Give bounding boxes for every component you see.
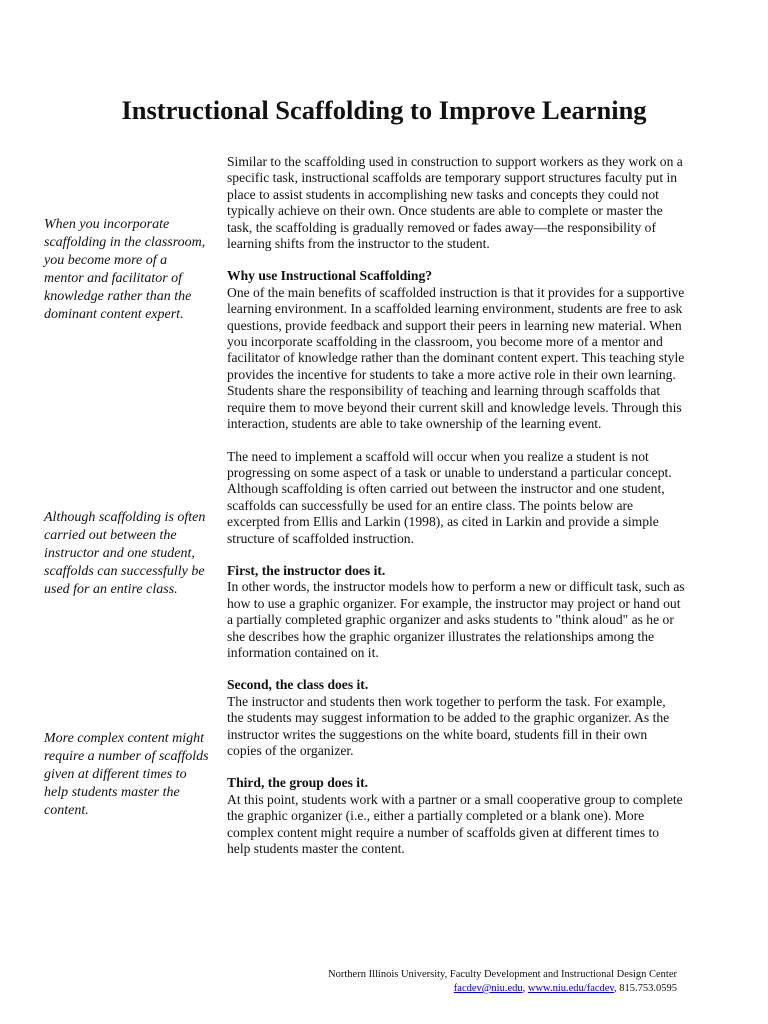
email-link[interactable]: facdev@niu.edu (453, 983, 523, 994)
website-link[interactable]: www.niu.edu/facdev (527, 983, 614, 994)
footer-phone: , 815.753.0595 (614, 983, 677, 994)
footer-contact (328, 982, 677, 996)
sidebar-quote: Although scaffolding is often carried out between the instructor and one student, scaffolds can successfully be used for an entire class. (44, 510, 206, 597)
page-footer (328, 968, 677, 996)
sidebar-quote: More complex content might require a number of scaffolds given at different times to help students master the content. (44, 731, 209, 818)
section-heading-third: Third, the group does it. (227, 775, 368, 791)
sidebar-quote: When you incorporate scaffolding in the classroom, you become more of a mentor and facilitator of knowledge rather than the dominant content expert. (44, 217, 206, 322)
page-title: Instructional Scaffolding to Improve Learning (121, 95, 647, 125)
section-heading-why: Why use Instructional Scaffolding? (227, 268, 433, 284)
footer-institution: Northern Illinois University, Faculty Development and Instructional Design Center (328, 969, 677, 980)
need-paragraph: The need to implement a scaffold will occur when you realize a student is not progressing on some aspect of a task or unable to understand a particular concept. Although scaffolding is often carried out between the instructor and one student, scaffolds can successfully be used for an entire class. The points below are excerpted from Ellis and Larkin (1998), as cited in Larkin and provide a simple structure of scaffolded instruction. (227, 448, 672, 546)
intro-paragraph: Similar to the scaffolding used in construction to support workers as they work on a specific task, instructional scaffolds are temporary support structures faculty put in place to assist students in accomplishing new tasks and concepts they could not typically achieve on their own. Once students are able to complete or master the task, the scaffolding is gradually removed or fades away—the responsibility of learning shifts from the instructor to the student. (227, 154, 683, 252)
first-paragraph: In other words, the instructor models how to perform a new or difficult task, such as how to use a graphic organizer. For example, the instructor may project or hand out a partially completed graphic organizer and asks students to "think aloud" as he or she describes how the graphic organizer illustrates the relationships among the information contained on it. (227, 579, 685, 660)
main-content (227, 154, 685, 857)
section-heading-second: Second, the class does it. (227, 677, 369, 693)
why-paragraph: One of the main benefits of scaffolded instruction is that it provides for a supportive learning environment. In a scaffolded learning environment, students are free to ask questions, provide feedback and support their peers in learning new material. When you incorporate scaffolding in the classroom, you become more of a mentor and facilitator of knowledge rather than the dominant content expert. This teaching style provides the incentive for students to take a more active role in their own learning. Students share the responsibility of teaching and learning through scaffolds that require them to move beyond their current skill and knowledge levels. Through this interaction, students are able to take ownership of the learning event. (227, 284, 685, 432)
section-heading-first: First, the instructor does it. (227, 562, 386, 578)
second-paragraph: The instructor and students then work together to perform the task. For example, the students may suggest information to be added to the graphic organizer. As the instructor writes the suggestions on the white board, students fill in their own copies of the organizer. (227, 693, 670, 758)
third-paragraph: At this point, students work with a partner or a small cooperative group to complete the graphic organizer (i.e., either a partially completed or a blank one). More complex content might require a number of scaffolds given at different times to help students master the content. (227, 791, 683, 857)
footer-separator: , (522, 983, 528, 994)
